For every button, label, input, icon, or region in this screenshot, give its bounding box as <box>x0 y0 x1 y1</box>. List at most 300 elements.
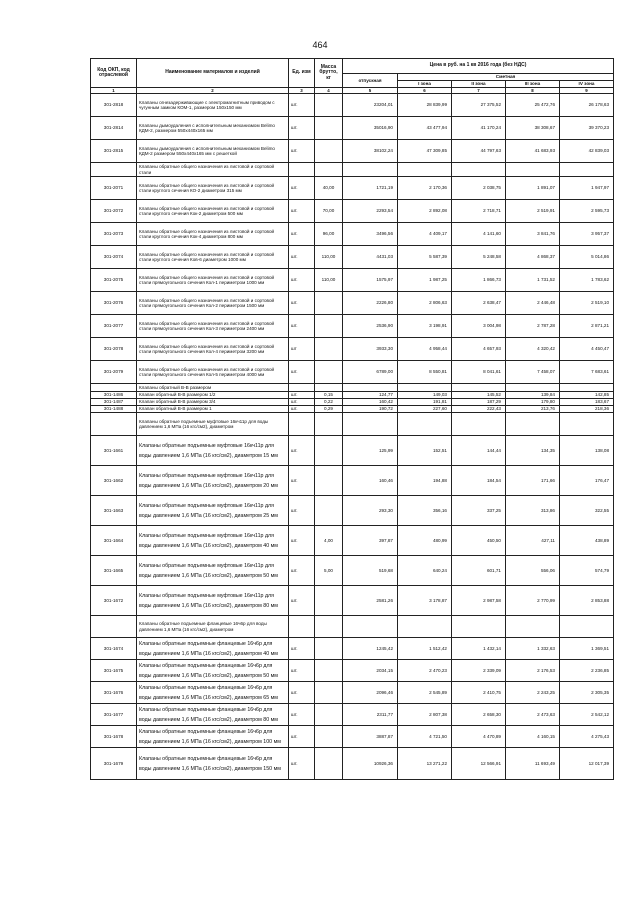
zone-3-price: 4 868,37 <box>506 246 560 269</box>
zone-4-price: 2 542,12 <box>560 704 614 726</box>
zone-2-price <box>452 163 506 177</box>
zone-4-price: 39 370,23 <box>560 117 614 140</box>
table-row <box>91 399 614 406</box>
zone-1-price: 227,60 <box>398 406 452 413</box>
column-number: 4 <box>315 88 343 94</box>
release-price: 35016,90 <box>343 117 398 140</box>
gross-mass <box>315 413 343 436</box>
item-code: 301-2815 <box>91 140 137 163</box>
column-number: 8 <box>506 88 560 94</box>
table-row <box>91 586 614 616</box>
zone-3-price <box>506 413 560 436</box>
unit-of-measure: шт. <box>289 556 315 586</box>
header-name: Наименование материалов и изделий <box>137 59 289 88</box>
item-name: Клапан обратный В-В размером 1/2 <box>137 392 289 399</box>
zone-1-price: 2 470,23 <box>398 660 452 682</box>
table-row <box>91 177 614 200</box>
gross-mass <box>315 163 343 177</box>
release-price: 2293,54 <box>343 200 398 223</box>
item-code: 301-2075 <box>91 269 137 292</box>
column-number: 5 <box>343 88 398 94</box>
release-price: 125,99 <box>343 436 398 466</box>
table-row <box>91 163 614 177</box>
item-name: Клапаны обратные подъемные муфтовые 16кч11р для воды давлением 1,6 МПа (16 кгс/см2), диаметром 20 мм <box>137 466 289 496</box>
release-price <box>343 384 398 392</box>
gross-mass <box>315 436 343 466</box>
unit-of-measure: шт. <box>289 586 315 616</box>
item-code: 301-1675 <box>91 660 137 682</box>
gross-mass <box>315 292 343 315</box>
gross-mass <box>315 117 343 140</box>
zone-3-price: 2 787,28 <box>506 315 560 338</box>
table-row <box>91 384 614 392</box>
zone-1-price: 2 892,08 <box>398 200 452 223</box>
zone-4-price: 12 017,39 <box>560 748 614 780</box>
zone-3-price: 1 731,52 <box>506 269 560 292</box>
zone-1-price: 2 170,36 <box>398 177 452 200</box>
zone-2-price: 337,25 <box>452 496 506 526</box>
zone-2-price: 3 004,98 <box>452 315 506 338</box>
release-price: 2311,77 <box>343 704 398 726</box>
unit-of-measure: шт <box>289 338 315 361</box>
zone-4-price: 26 178,63 <box>560 94 614 117</box>
item-code: 301-2814 <box>91 117 137 140</box>
gross-mass <box>315 361 343 384</box>
item-name: Клапаны обратные общего назначения из листовой и сортовой стали прямоугольного сечения Кол-3 периметром 2400 мм <box>137 315 289 338</box>
item-code: 301-1672 <box>91 586 137 616</box>
unit-of-measure: шт. <box>289 117 315 140</box>
header-release-price: отпускная <box>343 74 398 88</box>
header-mass: Масса брутто, кг <box>315 59 343 88</box>
release-price: 3887,87 <box>343 726 398 748</box>
zone-4-price: 5 014,86 <box>560 246 614 269</box>
zone-1-price: 1 512,42 <box>398 638 452 660</box>
item-name: Клапаны обратные подъемные фланцевые 16ч6р для воды давлением 1,6 МПа (16 кгс/см2), диаметром <box>137 616 289 638</box>
unit-of-measure: шт. <box>289 200 315 223</box>
table-row <box>91 526 614 556</box>
column-number: 2 <box>137 88 289 94</box>
zone-2-price: 2 987,58 <box>452 586 506 616</box>
zone-1-price: 8 550,81 <box>398 361 452 384</box>
zone-2-price: 41 170,24 <box>452 117 506 140</box>
column-number: 1 <box>91 88 137 94</box>
table-row <box>91 117 614 140</box>
release-price <box>343 163 398 177</box>
zone-1-price: 640,24 <box>398 556 452 586</box>
zone-1-price: 47 309,85 <box>398 140 452 163</box>
column-number: 9 <box>560 88 614 94</box>
item-name: Клапаны обратные общего назначения из листовой и сортовой стали прямоугольного сечения Кол-5 периметром 4000 мм <box>137 361 289 384</box>
item-name: Клапаны обратные подъемные муфтовые 16кч11р для воды давлением 1,6 МПа (16 кгс/см2), диаметром <box>137 413 289 436</box>
unit-of-measure: шт. <box>289 726 315 748</box>
zone-2-price: 27 375,52 <box>452 94 506 117</box>
gross-mass <box>315 682 343 704</box>
item-name: Клапаны обратные подъемные фланцевые 16ч6р для воды давлением 1,6 МПа (16 кгс/см2), диаметром 40 мм <box>137 638 289 660</box>
release-price: 1575,97 <box>343 269 398 292</box>
table-row <box>91 223 614 246</box>
item-code: 301-2818 <box>91 94 137 117</box>
gross-mass <box>315 338 343 361</box>
table-row <box>91 682 614 704</box>
gross-mass: 40,00 <box>315 177 343 200</box>
zone-3-price <box>506 163 560 177</box>
release-price: 519,68 <box>343 556 398 586</box>
zone-3-price: 4 160,15 <box>506 726 560 748</box>
zone-2-price: 2 410,75 <box>452 682 506 704</box>
zone-1-price: 28 839,99 <box>398 94 452 117</box>
unit-of-measure: шт. <box>289 246 315 269</box>
item-code: 301-2071 <box>91 177 137 200</box>
zone-2-price: 2 339,09 <box>452 660 506 682</box>
table-row <box>91 436 614 466</box>
gross-mass: 110,00 <box>315 246 343 269</box>
zone-3-price: 139,84 <box>506 392 560 399</box>
zone-2-price: 4 470,89 <box>452 726 506 748</box>
item-name: Клапаны обратные подъемные муфтовые 16кч11р для воды давлением 1,6 МПа (16 кгс/см2), диаметром 15 мм <box>137 436 289 466</box>
gross-mass <box>315 315 343 338</box>
release-price: 2034,15 <box>343 660 398 682</box>
zone-4-price <box>560 163 614 177</box>
zone-3-price: 2 176,53 <box>506 660 560 682</box>
zone-3-price: 134,35 <box>506 436 560 466</box>
item-name: Клапаны обратные общего назначения из листовой и сортовой стали круглого сечения Кок-4 диаметром 800 мм <box>137 223 289 246</box>
item-name: Клапаны обратные общего назначения из листовой и сортовой стали прямоугольного сечения Кол-2 периметром 1500 мм <box>137 292 289 315</box>
zone-2-price: 12 566,91 <box>452 748 506 780</box>
zone-2-price: 145,52 <box>452 392 506 399</box>
gross-mass <box>315 704 343 726</box>
gross-mass <box>315 726 343 748</box>
header-price-group: Цена в руб. на 1 кв 2016 года (без НДС) <box>343 59 614 74</box>
item-code: 301-1674 <box>91 638 137 660</box>
zone-4-price: 2 519,10 <box>560 292 614 315</box>
table-row <box>91 338 614 361</box>
release-price: 1245,42 <box>343 638 398 660</box>
item-code: 301-2074 <box>91 246 137 269</box>
item-code: 301-2077 <box>91 315 137 338</box>
item-code: 301-1677 <box>91 704 137 726</box>
zone-2-price: 2 638,47 <box>452 292 506 315</box>
item-code <box>91 163 137 177</box>
zone-1-price: 3 198,91 <box>398 315 452 338</box>
table-row <box>91 466 614 496</box>
zone-3-price: 213,76 <box>506 406 560 413</box>
table-header <box>91 59 614 94</box>
release-price: 23204,01 <box>343 94 398 117</box>
release-price: 124,77 <box>343 392 398 399</box>
zone-4-price: 2 595,73 <box>560 200 614 223</box>
header-zone-4: IV зона <box>560 81 614 88</box>
column-number: 3 <box>289 88 315 94</box>
release-price: 397,87 <box>343 526 398 556</box>
zone-3-price: 11 693,49 <box>506 748 560 780</box>
zone-4-price: 218,36 <box>560 406 614 413</box>
zone-4-price: 4 275,43 <box>560 726 614 748</box>
item-code: 301-2073 <box>91 223 137 246</box>
unit-of-measure: шт. <box>289 94 315 117</box>
item-name: Клапаны обратные подъемные фланцевые 16ч6р для воды давлением 1,6 МПа (16 кгс/см2), диаметром 80 мм <box>137 704 289 726</box>
zone-3-price: 2 519,91 <box>506 200 560 223</box>
gross-mass <box>315 466 343 496</box>
gross-mass <box>315 638 343 660</box>
zone-4-price: 2 236,85 <box>560 660 614 682</box>
zone-4-price: 176,47 <box>560 466 614 496</box>
zone-1-price: 3 178,87 <box>398 586 452 616</box>
release-price: 2536,90 <box>343 315 398 338</box>
release-price: 10926,36 <box>343 748 398 780</box>
item-name: Клапаны обратные общего назначения из листовой и сортовой стали круглого сечения КО-2 диаметром 315 мм <box>137 177 289 200</box>
zone-4-price: 42 839,03 <box>560 140 614 163</box>
gross-mass: 0,15 <box>315 392 343 399</box>
item-name: Клапаны обратные подъемные муфтовые 16кч11р для воды давлением 1,6 МПа (16 кгс/см2), диаметром 40 мм <box>137 526 289 556</box>
gross-mass <box>315 94 343 117</box>
page-number: 464 <box>312 40 328 50</box>
zone-1-price <box>398 616 452 638</box>
item-code: 301-1664 <box>91 526 137 556</box>
item-name: Клапаны обратные общего назначения из листовой и сортовой стали прямоугольного сечения Кол-4 периметром 3200 мм <box>137 338 289 361</box>
gross-mass: 0,22 <box>315 399 343 406</box>
zone-4-price <box>560 384 614 392</box>
item-name: Клапаны обратные общего назначения из листовой и сортовой стали прямоугольного сечения Кол-1 периметром 1000 мм <box>137 269 289 292</box>
unit-of-measure: шт. <box>289 638 315 660</box>
zone-2-price <box>452 413 506 436</box>
item-name: Клапаны дымоудаления с исполнительным механизмом Belimo КДМ-2, размером 550х440х165 мм <box>137 117 289 140</box>
unit-of-measure: шт. <box>289 748 315 780</box>
unit-of-measure <box>289 616 315 638</box>
zone-4-price: 2 305,35 <box>560 682 614 704</box>
zone-2-price: 4 141,60 <box>452 223 506 246</box>
zone-3-price: 179,80 <box>506 399 560 406</box>
item-name: Клапаны обратные подъемные фланцевые 16ч6р для воды давлением 1,6 МПа (16 кгс/см2), диаметром 50 мм <box>137 660 289 682</box>
release-price: 160,42 <box>343 399 398 406</box>
gross-mass <box>315 384 343 392</box>
zone-1-price: 149,03 <box>398 392 452 399</box>
item-name: Клапаны обратные подъемные фланцевые 16ч6р для воды давлением 1,6 МПа (16 кгс/см2), диаметром 65 мм <box>137 682 289 704</box>
zone-3-price: 7 458,07 <box>506 361 560 384</box>
item-name: Клапаны дымоудаления с исполнительным механизмом Belimo КДМ-2 размером 550х440х165 мм с решеткой <box>137 140 289 163</box>
table-row <box>91 638 614 660</box>
zone-1-price: 13 271,22 <box>398 748 452 780</box>
zone-3-price: 3 841,76 <box>506 223 560 246</box>
zone-2-price: 4 657,93 <box>452 338 506 361</box>
zone-2-price: 222,43 <box>452 406 506 413</box>
table-row <box>91 315 614 338</box>
table-row <box>91 556 614 586</box>
zone-3-price: 171,66 <box>506 466 560 496</box>
item-code: 301-2078 <box>91 338 137 361</box>
zone-2-price: 450,50 <box>452 526 506 556</box>
table-body <box>91 94 614 780</box>
header-zone-1: I зона <box>398 81 452 88</box>
item-name: Клапаны обратные подъемные фланцевые 16ч6р для воды давлением 1,6 МПа (16 кгс/см2), диаметром 150 мм <box>137 748 289 780</box>
table-row <box>91 200 614 223</box>
gross-mass: 5,00 <box>315 556 343 586</box>
table-row <box>91 246 614 269</box>
zone-4-price: 322,55 <box>560 496 614 526</box>
price-table <box>90 58 614 780</box>
item-name: Клапаны обратные подъемные фланцевые 16ч6р для воды давлением 1,6 МПа (16 кгс/см2), диаметром 100 мм <box>137 726 289 748</box>
gross-mass: 110,00 <box>315 269 343 292</box>
unit-of-measure: шт. <box>289 526 315 556</box>
zone-3-price: 427,11 <box>506 526 560 556</box>
unit-of-measure: шт. <box>289 315 315 338</box>
release-price: 38102,24 <box>343 140 398 163</box>
zone-4-price: 574,79 <box>560 556 614 586</box>
item-code: 301-1663 <box>91 496 137 526</box>
release-price: 1721,19 <box>343 177 398 200</box>
header-code: Код ОКП, код отраслевой <box>91 59 137 88</box>
unit-of-measure: шт. <box>289 140 315 163</box>
unit-of-measure: шт. <box>289 406 315 413</box>
gross-mass <box>315 660 343 682</box>
zone-2-price: 1 432,14 <box>452 638 506 660</box>
zone-3-price: 2 243,25 <box>506 682 560 704</box>
zone-2-price: 144,44 <box>452 436 506 466</box>
zone-2-price: 187,29 <box>452 399 506 406</box>
unit-of-measure: шт. <box>289 682 315 704</box>
zone-3-price: 4 320,42 <box>506 338 560 361</box>
item-name: Клапаны обратные общего назначения из листовой и сортовой стали круглого сечения Кок-2 диаметром 500 мм <box>137 200 289 223</box>
table-row <box>91 406 614 413</box>
zone-1-price <box>398 413 452 436</box>
table-row <box>91 726 614 748</box>
gross-mass <box>315 496 343 526</box>
item-code: 301-1488 <box>91 406 137 413</box>
zone-1-price <box>398 163 452 177</box>
zone-1-price: 2 545,89 <box>398 682 452 704</box>
zone-3-price: 25 472,76 <box>506 94 560 117</box>
zone-1-price: 1 987,25 <box>398 269 452 292</box>
unit-of-measure: шт. <box>289 292 315 315</box>
zone-1-price: 191,81 <box>398 399 452 406</box>
zone-3-price <box>506 384 560 392</box>
zone-2-price: 8 041,61 <box>452 361 506 384</box>
unit-of-measure: шт. <box>289 660 315 682</box>
zone-1-price: 194,88 <box>398 466 452 496</box>
item-name: Клапан обратный В-В размером 1 <box>137 406 289 413</box>
unit-of-measure: шт. <box>289 399 315 406</box>
zone-4-price: 142,85 <box>560 392 614 399</box>
item-code: 301-2076 <box>91 292 137 315</box>
item-name: Клапаны обратные подъемные муфтовые 16кч11р для воды давлением 1,6 МПа (16 кгс/см2), диаметром 80 мм <box>137 586 289 616</box>
header-unit: Ед. изм <box>289 59 315 88</box>
table-row <box>91 413 614 436</box>
item-name: Клапан обратный В-В размером 3/4 <box>137 399 289 406</box>
item-code: 301-1665 <box>91 556 137 586</box>
item-code: 301-2079 <box>91 361 137 384</box>
gross-mass <box>315 616 343 638</box>
table-row <box>91 361 614 384</box>
zone-1-price: 5 587,39 <box>398 246 452 269</box>
table-row <box>91 496 614 526</box>
unit-of-measure <box>289 163 315 177</box>
item-name: Клапаны обратный В-В размером <box>137 384 289 392</box>
zone-2-price: 1 866,73 <box>452 269 506 292</box>
unit-of-measure <box>289 384 315 392</box>
zone-4-price: 2 871,21 <box>560 315 614 338</box>
zone-2-price: 44 797,63 <box>452 140 506 163</box>
table-row <box>91 140 614 163</box>
zone-1-price: 480,99 <box>398 526 452 556</box>
zone-2-price: 2 038,75 <box>452 177 506 200</box>
zone-1-price: 43 477,94 <box>398 117 452 140</box>
zone-2-price: 184,54 <box>452 466 506 496</box>
zone-4-price: 1 783,62 <box>560 269 614 292</box>
unit-of-measure: шт. <box>289 704 315 726</box>
header-estimate: Сметная <box>398 74 614 81</box>
zone-1-price: 4 958,44 <box>398 338 452 361</box>
table-row <box>91 704 614 726</box>
table-row <box>91 269 614 292</box>
zone-3-price: 1 332,63 <box>506 638 560 660</box>
item-name: Клапаны обратные подъемные муфтовые 16кч11р для воды давлением 1,6 МПа (16 кгс/см2), диаметром 25 мм <box>137 496 289 526</box>
zone-2-price: 2 658,30 <box>452 704 506 726</box>
gross-mass <box>315 140 343 163</box>
release-price <box>343 616 398 638</box>
item-code: 301-1661 <box>91 436 137 466</box>
release-price: 160,46 <box>343 466 398 496</box>
gross-mass: 0,29 <box>315 406 343 413</box>
table-row <box>91 748 614 780</box>
zone-4-price: 1 369,51 <box>560 638 614 660</box>
unit-of-measure: шт. <box>289 466 315 496</box>
table-row <box>91 292 614 315</box>
item-name: Клапаны обратные подъемные муфтовые 16кч11р для воды давлением 1,6 МПа (16 кгс/см2), диаметром 50 мм <box>137 556 289 586</box>
item-name: Клапаны обратные общего назначения из листовой и сортовой стали круглого сечения Ков-6 диаметром 1000 мм <box>137 246 289 269</box>
table-row <box>91 94 614 117</box>
zone-1-price <box>398 384 452 392</box>
release-price <box>343 413 398 436</box>
zone-2-price <box>452 616 506 638</box>
unit-of-measure: шт. <box>289 223 315 246</box>
gross-mass: 70,00 <box>315 200 343 223</box>
zone-1-price: 2 806,63 <box>398 292 452 315</box>
zone-4-price: 138,08 <box>560 436 614 466</box>
zone-2-price: 2 718,71 <box>452 200 506 223</box>
column-number: 7 <box>452 88 506 94</box>
zone-3-price: 41 683,93 <box>506 140 560 163</box>
zone-3-price: 2 770,99 <box>506 586 560 616</box>
zone-4-price: 1 947,97 <box>560 177 614 200</box>
zone-4-price: 183,67 <box>560 399 614 406</box>
release-price: 6789,00 <box>343 361 398 384</box>
gross-mass <box>315 748 343 780</box>
zone-3-price: 1 891,07 <box>506 177 560 200</box>
zone-1-price: 152,51 <box>398 436 452 466</box>
header-zone-3: III зона <box>506 81 560 88</box>
release-price: 2096,46 <box>343 682 398 704</box>
table-row <box>91 616 614 638</box>
release-price: 2226,80 <box>343 292 398 315</box>
release-price: 3496,56 <box>343 223 398 246</box>
unit-of-measure <box>289 413 315 436</box>
table-row <box>91 660 614 682</box>
unit-of-measure: шт. <box>289 269 315 292</box>
zone-3-price: 2 473,63 <box>506 704 560 726</box>
zone-3-price: 556,06 <box>506 556 560 586</box>
release-price: 4431,03 <box>343 246 398 269</box>
item-code: 301-1679 <box>91 748 137 780</box>
unit-of-measure: шт. <box>289 436 315 466</box>
item-code: 301-1678 <box>91 726 137 748</box>
unit-of-measure: шт. <box>289 177 315 200</box>
gross-mass: 4,00 <box>315 526 343 556</box>
zone-1-price: 4 409,17 <box>398 223 452 246</box>
zone-4-price: 4 450,47 <box>560 338 614 361</box>
item-code <box>91 413 137 436</box>
gross-mass <box>315 586 343 616</box>
zone-1-price: 2 807,38 <box>398 704 452 726</box>
zone-4-price <box>560 616 614 638</box>
